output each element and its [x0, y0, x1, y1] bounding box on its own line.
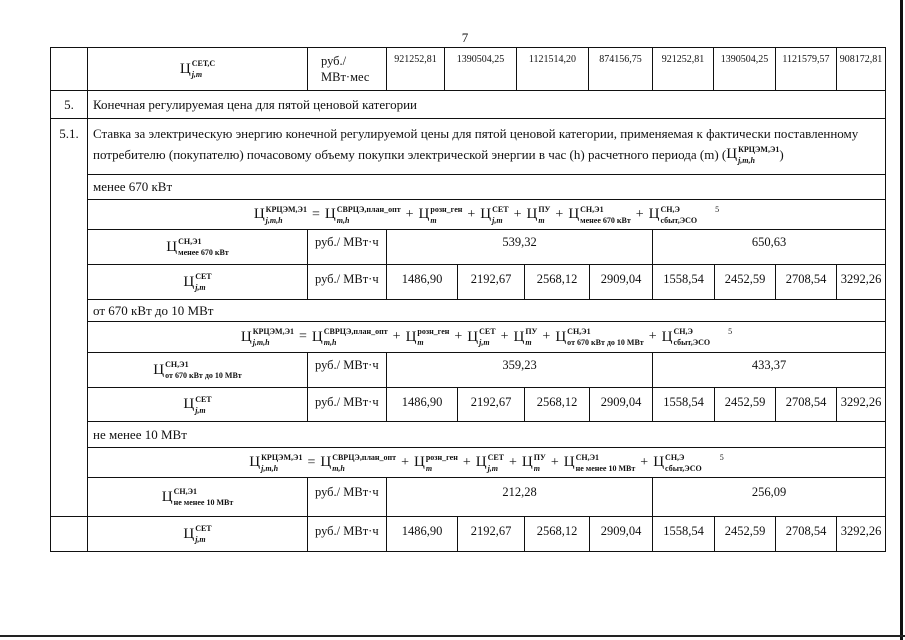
- value-cell: 3292,26: [837, 517, 886, 552]
- symbol-base: Ц: [475, 454, 487, 470]
- symbol-base: Ц: [726, 146, 738, 162]
- network-tariff-symbol: [180, 59, 215, 79]
- formula-term-symbol: [526, 205, 550, 225]
- group-heading: от 670 кВт до 10 МВт: [88, 300, 886, 322]
- symbol-base: Ц: [405, 328, 417, 345]
- plus-sign: +: [454, 329, 463, 344]
- value-cell: 2708,54: [776, 388, 837, 422]
- symbol-superscript: ПУ: [525, 327, 538, 336]
- value-cell: 921252,81: [387, 48, 445, 91]
- symbol-superscript: СН,Э: [660, 204, 680, 214]
- symbol-base: Ц: [563, 454, 575, 470]
- symbol-indices: [165, 360, 242, 380]
- symbol-superscript: КРЦЭМ,Э1: [265, 204, 307, 214]
- symbol-subscript: m: [533, 463, 540, 473]
- scan-edge: [900, 0, 903, 640]
- plus-sign: +: [405, 206, 414, 222]
- plus-sign: +: [500, 329, 509, 344]
- formula-term-symbol: [649, 205, 698, 225]
- symbol-superscript: СЕТ: [492, 204, 509, 214]
- symbol-superscript: СЕТ,С: [191, 59, 216, 68]
- sales-markup-symbol: [153, 360, 241, 380]
- symbol-indices: [488, 453, 504, 473]
- value-cell: 921252,81: [653, 48, 714, 91]
- symbol-indices: [534, 453, 546, 473]
- formula-term-symbol: [555, 327, 643, 347]
- symbol-indices: [567, 327, 644, 347]
- equals-sign: =: [307, 454, 316, 470]
- number-cell: [51, 48, 88, 91]
- symbol-base: Ц: [183, 273, 195, 290]
- label-cell: [88, 230, 308, 265]
- value-cell: 359,23: [387, 353, 653, 388]
- network-tariff-symbol: [183, 395, 211, 415]
- symbol-superscript: розн_ген: [417, 327, 450, 336]
- symbol-subscript: j,m,h: [261, 463, 279, 473]
- unit-cell: руб./ МВт·ч: [308, 517, 387, 552]
- symbol-base: Ц: [661, 328, 673, 345]
- symbol-subscript: менее 670 кВт: [580, 215, 631, 225]
- symbol-base: Ц: [324, 206, 336, 222]
- equals-sign: =: [299, 329, 307, 344]
- symbol-subscript: менее 670 кВт: [178, 248, 229, 257]
- symbol-superscript: СВРЦЭ,план_опт: [336, 204, 401, 214]
- symbol-indices: [324, 327, 388, 347]
- symbol-subscript: j,m,h: [738, 155, 755, 165]
- plus-sign: +: [467, 206, 476, 222]
- formula-lhs-symbol: [254, 205, 307, 225]
- symbol-base: Ц: [253, 206, 265, 222]
- plus-sign: +: [640, 454, 649, 470]
- description-text: Ставка за электрическую энергию конечной регулируемой цены для пятой ценовой категории, применяемая к фактически поставленному: [93, 126, 859, 141]
- value-cell: 256,09: [653, 478, 886, 517]
- formula-term-symbol: [653, 453, 702, 473]
- label-cell: [88, 48, 308, 91]
- label-cell: [88, 353, 308, 388]
- plus-sign: +: [401, 454, 409, 470]
- value-cell: 2452,59: [715, 265, 776, 300]
- value-cell: 539,32: [387, 230, 653, 265]
- symbol-subscript: m,h: [336, 215, 350, 225]
- symbol-base: Ц: [414, 454, 425, 470]
- value-cell: 433,37: [653, 353, 886, 388]
- value-cell: 2192,67: [458, 388, 525, 422]
- value-cell: 1558,54: [653, 388, 715, 422]
- symbol-superscript: СЕТ: [195, 272, 212, 281]
- symbol-subscript: j,m: [492, 215, 503, 225]
- symbol-superscript: СН,Э1: [567, 327, 591, 336]
- formula-term-symbol: [564, 453, 636, 473]
- section-number: 5.: [51, 91, 88, 119]
- symbol-superscript: СВРЦЭ,план_опт: [332, 452, 397, 462]
- symbol-subscript: сбыт,ЭСО: [660, 215, 698, 225]
- plus-sign: +: [635, 206, 644, 222]
- group-heading: не менее 10 МВт: [88, 422, 886, 448]
- formula-term-symbol: [414, 453, 458, 473]
- value-cell: 2568,12: [525, 265, 590, 300]
- subsection-description: [88, 119, 886, 175]
- footnote-mark: 5: [719, 453, 724, 462]
- symbol-base: Ц: [183, 396, 195, 412]
- network-tariff-symbol: [183, 524, 211, 544]
- tariff-table: [50, 91, 886, 552]
- value-cell: 2452,59: [715, 388, 776, 422]
- plus-sign: +: [648, 329, 657, 344]
- value-cell: 1486,90: [387, 517, 458, 552]
- plus-sign: +: [392, 329, 401, 344]
- value-cell: 3292,26: [837, 388, 886, 422]
- symbol-base: Ц: [418, 206, 430, 222]
- symbol-subscript: от 670 кВт до 10 МВт: [165, 371, 242, 380]
- section-title: Конечная регулируемая цена для пятой ценовой категории: [88, 91, 886, 119]
- formula-term-symbol: [419, 205, 463, 225]
- plus-sign: +: [462, 454, 471, 470]
- symbol-subscript: m: [525, 338, 532, 347]
- symbol-superscript: ПУ: [533, 452, 546, 462]
- value-cell: 1558,54: [653, 265, 715, 300]
- formula-term-symbol: [476, 453, 504, 473]
- value-cell: 2909,04: [590, 265, 653, 300]
- scan-edge: [0, 635, 905, 637]
- value-cell: 1390504,25: [714, 48, 776, 91]
- value-cell: 2452,59: [715, 517, 776, 552]
- symbol-subscript: m: [430, 215, 437, 225]
- symbol-base: Ц: [183, 525, 195, 542]
- symbol-superscript: СН,Э1: [165, 360, 189, 369]
- sales-markup-symbol: [166, 237, 228, 257]
- symbol-superscript: СН,Э1: [580, 204, 604, 214]
- formula: [88, 322, 886, 353]
- symbol-indices: [426, 453, 458, 473]
- value-cell: 1390504,25: [445, 48, 517, 91]
- formula-term-symbol: [320, 453, 396, 473]
- symbol-subscript: j,m: [191, 70, 203, 79]
- footnote-mark: 5: [715, 205, 720, 214]
- symbol-subscript: сбыт,ЭСО: [673, 338, 711, 347]
- symbol-subscript: m: [425, 463, 433, 473]
- symbol-superscript: ПУ: [538, 204, 551, 214]
- symbol-indices: [479, 327, 495, 347]
- symbol-base: Ц: [568, 206, 580, 222]
- formula-term-symbol: [522, 453, 546, 473]
- symbol-subscript: m: [538, 215, 545, 225]
- symbol-subscript: j,m,h: [252, 338, 270, 347]
- equals-sign: =: [311, 206, 320, 222]
- symbol-base: Ц: [249, 454, 261, 470]
- label-cell: [88, 478, 308, 517]
- value-cell: 2568,12: [525, 388, 590, 422]
- value-cell: 212,28: [387, 478, 653, 517]
- symbol-base: Ц: [555, 328, 567, 345]
- plus-sign: +: [513, 206, 522, 222]
- value-cell: 650,63: [653, 230, 886, 265]
- symbol-subscript: j,m: [195, 535, 206, 544]
- value-cell: 2568,12: [525, 517, 590, 552]
- page-number: 7: [461, 30, 469, 45]
- formula-term-symbol: [513, 327, 537, 347]
- symbol-indices: [661, 205, 698, 225]
- label-cell: [88, 517, 308, 552]
- formula-term-symbol: [480, 205, 508, 225]
- symbol-subscript: не менее 10 МВт: [173, 498, 234, 507]
- symbol-indices: [576, 453, 636, 473]
- symbol-superscript: СН,Э1: [173, 487, 198, 496]
- symbol-subscript: m,h: [332, 463, 345, 473]
- symbol-superscript: СН,Э: [673, 327, 693, 336]
- symbol-indices: [673, 327, 710, 347]
- unit-line: руб./: [321, 54, 347, 68]
- symbol-subscript: j,m: [479, 338, 490, 347]
- symbol-indices: [738, 145, 779, 165]
- symbol-superscript: КРЦЭМ,Э1: [738, 144, 780, 154]
- plus-sign: +: [550, 454, 559, 470]
- value-cell: 1558,54: [653, 517, 715, 552]
- description-text: потребителю (покупателю) почасовому объему покупки электрической энергии в час (h) расчетного периода (m) (: [93, 147, 727, 162]
- formula-lhs-symbol: [241, 327, 294, 347]
- symbol-superscript: СН,Э1: [575, 452, 600, 462]
- number-cell: [51, 517, 88, 552]
- formula-lhs-symbol: [249, 453, 302, 473]
- symbol-base: Ц: [513, 328, 525, 345]
- symbol-subscript: сбыт,ЭСО: [665, 463, 702, 473]
- symbol-indices: [430, 205, 462, 225]
- symbol-indices: [538, 205, 550, 225]
- symbol-subscript: j,m: [195, 283, 206, 292]
- symbol-indices: [195, 395, 211, 415]
- description-line: [93, 144, 784, 165]
- symbol-superscript: СЕТ: [479, 327, 496, 336]
- description-text: ): [779, 147, 784, 162]
- network-tariff-symbol: [183, 272, 211, 292]
- symbol-subscript: j,m: [487, 463, 499, 473]
- symbol-base: Ц: [179, 60, 191, 77]
- unit-cell: [308, 48, 387, 91]
- unit-cell: руб./ МВт·ч: [308, 230, 387, 265]
- symbol-base: Ц: [653, 454, 665, 470]
- formula-term-symbol: [568, 205, 630, 225]
- symbol-superscript: СЕТ: [487, 452, 505, 462]
- footnote-mark: 5: [728, 327, 733, 336]
- symbol-subscript: от 670 кВт до 10 МВт: [567, 338, 644, 347]
- plus-sign: +: [509, 454, 517, 470]
- symbol-base: Ц: [648, 206, 660, 222]
- symbol-indices: [492, 205, 508, 225]
- symbol-indices: [192, 59, 215, 79]
- value-cell: 2909,04: [590, 517, 653, 552]
- subsection-number: 5.1.: [51, 119, 88, 517]
- unit-cell: руб./ МВт·ч: [308, 265, 387, 300]
- value-cell: 1486,90: [387, 388, 458, 422]
- symbol-indices: [525, 327, 537, 347]
- symbol-indices: [332, 453, 396, 473]
- value-cell: 2708,54: [776, 265, 837, 300]
- symbol-base: Ц: [161, 488, 173, 505]
- symbol-superscript: КРЦЭМ,Э1: [252, 327, 294, 336]
- value-cell: 1121579,57: [776, 48, 837, 91]
- plus-sign: +: [542, 329, 551, 344]
- symbol-base: Ц: [320, 454, 332, 470]
- symbol-superscript: СЕТ: [195, 524, 212, 533]
- formula-term-symbol: [467, 327, 495, 347]
- formula-term-symbol: [662, 327, 711, 347]
- label-cell: [88, 388, 308, 422]
- symbol-subscript: m: [417, 338, 424, 347]
- symbol-subscript: j,m,h: [265, 215, 283, 225]
- symbol-base: Ц: [467, 328, 479, 345]
- symbol-superscript: КРЦЭМ,Э1: [261, 452, 303, 462]
- symbol-indices: [417, 327, 449, 347]
- symbol-superscript: розн_ген: [430, 204, 463, 214]
- value-cell: 1121514,20: [517, 48, 589, 91]
- symbol-indices: [178, 237, 229, 257]
- value-cell: 3292,26: [837, 265, 886, 300]
- symbol-base: Ц: [240, 328, 252, 345]
- symbol-indices: [253, 327, 294, 347]
- symbol-subscript: m,h: [323, 338, 337, 347]
- formula-term-symbol: [325, 205, 401, 225]
- value-cell: 908172,81: [837, 48, 886, 91]
- tariff-table-top-row: [50, 47, 886, 91]
- symbol-indices: [195, 272, 211, 292]
- symbol-indices: [261, 453, 302, 473]
- final-rate-symbol: [726, 145, 779, 165]
- unit-line: МВт·мес: [321, 70, 370, 84]
- symbol-superscript: розн_ген: [425, 452, 458, 462]
- unit-cell: руб./ МВт·ч: [308, 388, 387, 422]
- unit-cell: руб./ МВт·ч: [308, 478, 387, 517]
- value-cell: 1486,90: [387, 265, 458, 300]
- unit-cell: руб./ МВт·ч: [308, 353, 387, 388]
- value-cell: 2909,04: [590, 388, 653, 422]
- sales-markup-symbol: [162, 487, 234, 507]
- value-cell: 874156,75: [589, 48, 653, 91]
- symbol-indices: [337, 205, 401, 225]
- symbol-base: Ц: [480, 206, 492, 222]
- symbol-subscript: j,m: [195, 405, 206, 415]
- symbol-indices: [195, 524, 211, 544]
- description-line: [93, 123, 858, 144]
- symbol-base: Ц: [521, 454, 533, 470]
- symbol-indices: [580, 205, 631, 225]
- formula-term-symbol: [312, 327, 388, 347]
- symbol-superscript: СН,Э: [665, 452, 685, 462]
- formula-term-symbol: [406, 327, 450, 347]
- plus-sign: +: [555, 206, 564, 222]
- symbol-superscript: СН,Э1: [178, 237, 202, 246]
- symbol-base: Ц: [153, 361, 165, 378]
- symbol-indices: [266, 205, 307, 225]
- symbol-subscript: не менее 10 МВт: [575, 463, 636, 473]
- value-cell: 2708,54: [776, 517, 837, 552]
- symbol-indices: [665, 453, 702, 473]
- label-cell: [88, 265, 308, 300]
- value-cell: 2192,67: [458, 265, 525, 300]
- symbol-base: Ц: [311, 328, 323, 345]
- symbol-superscript: СЕТ: [195, 394, 212, 404]
- symbol-base: Ц: [166, 238, 178, 255]
- symbol-indices: [174, 487, 234, 507]
- symbol-superscript: СВРЦЭ,план_опт: [323, 327, 388, 336]
- formula: [88, 200, 886, 230]
- formula: [88, 448, 886, 478]
- symbol-base: Ц: [526, 206, 538, 222]
- value-cell: 2192,67: [458, 517, 525, 552]
- group-heading: менее 670 кВт: [88, 175, 886, 200]
